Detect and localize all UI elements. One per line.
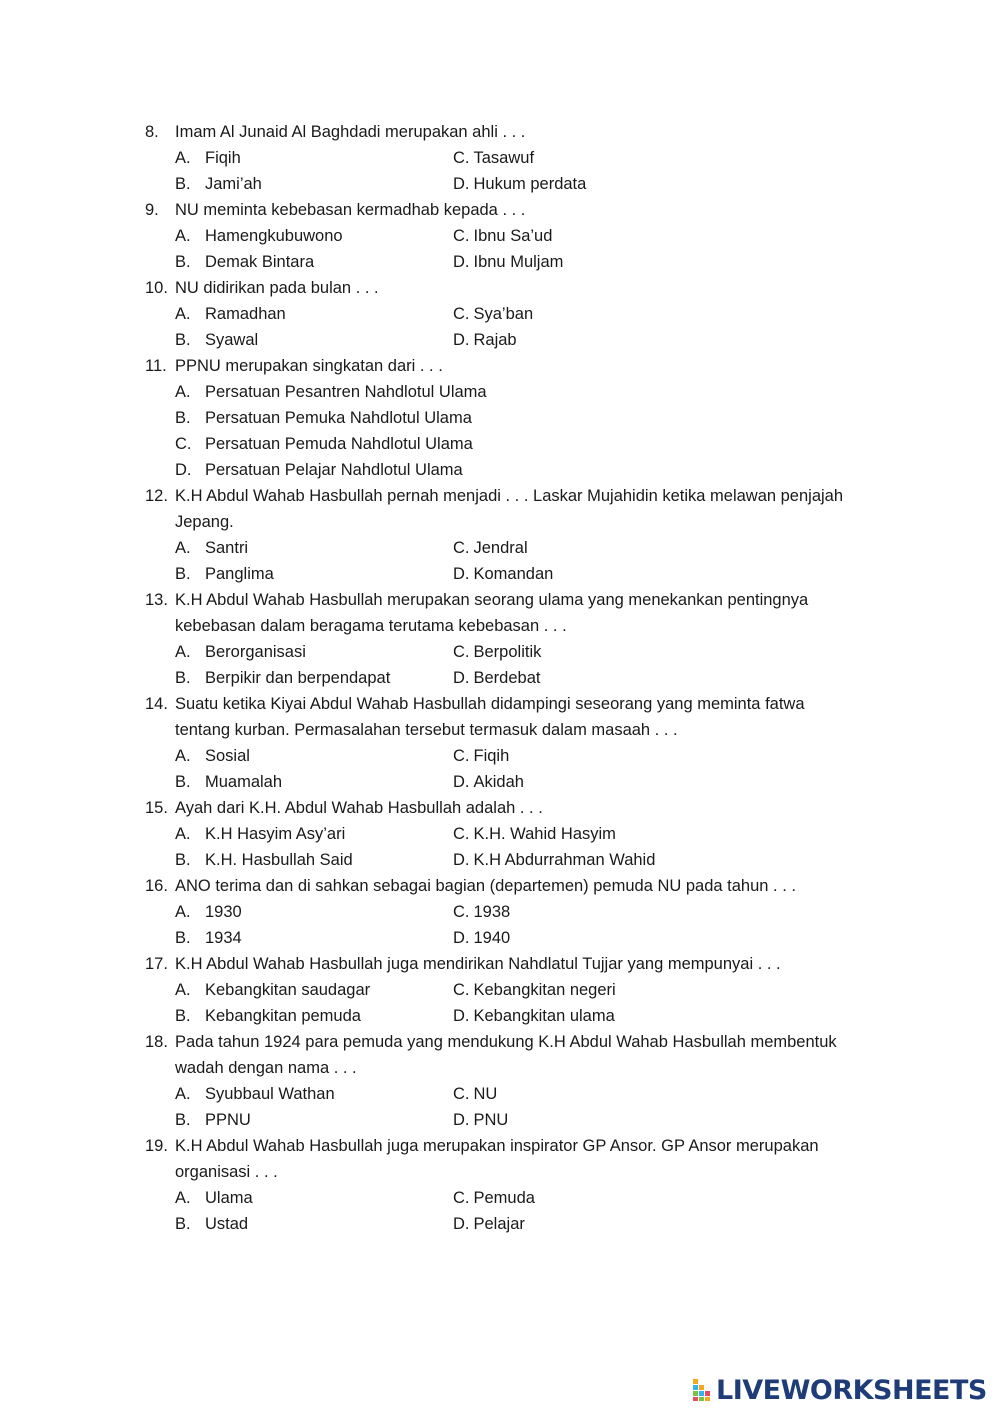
question-text-row	[145, 873, 860, 899]
option-letter: B.	[175, 1215, 191, 1233]
option-letter: A.	[175, 1189, 191, 1207]
question-number: 10.	[145, 279, 168, 297]
option-text: Akidah	[473, 773, 524, 791]
answer-option[interactable]	[453, 171, 860, 197]
option-text: Santri	[205, 539, 249, 557]
logo-text: LIVEWORKSHEETS	[716, 1374, 987, 1406]
answer-option[interactable]	[145, 821, 453, 847]
option-text: PNU	[473, 1111, 509, 1129]
answer-option[interactable]	[453, 1081, 860, 1107]
option-text: 1940	[473, 929, 511, 947]
option-letter: D.	[453, 669, 470, 687]
question-text: Suatu ketika Kiyai Abdul Wahab Hasbullah didampingi seseorang yang meminta fatwa tentang kurban. Permasalahan tersebut termasuk dalam masaah . . .	[175, 695, 805, 739]
option-text: Muamalah	[205, 773, 283, 791]
option-letter: D.	[453, 1215, 470, 1233]
options-row	[145, 301, 860, 327]
question-text-row	[145, 483, 860, 535]
options-row	[145, 561, 860, 587]
option-letter: A.	[175, 747, 191, 765]
options-row	[145, 171, 860, 197]
answer-option[interactable]	[145, 977, 453, 1003]
option-letter: B.	[175, 331, 191, 349]
question-text: ANO terima dan di sahkan sebagai bagian (departemen) pemuda NU pada tahun . . .	[175, 877, 796, 895]
answer-option[interactable]	[453, 977, 860, 1003]
answer-option[interactable]	[453, 769, 860, 795]
question-text-row	[145, 587, 860, 639]
answer-option[interactable]	[453, 639, 860, 665]
question-text-row	[145, 1029, 860, 1081]
option-letter: B.	[175, 565, 191, 583]
liveworksheets-logo-icon	[693, 1379, 713, 1401]
option-text: Persatuan Pelajar Nahdlotul Ulama	[205, 461, 463, 479]
answer-option[interactable]	[145, 899, 453, 925]
option-letter: C.	[175, 435, 192, 453]
option-letter: B.	[175, 669, 191, 687]
answer-option[interactable]	[145, 743, 453, 769]
answer-option[interactable]	[145, 379, 860, 405]
option-text: Kebangkitan ulama	[473, 1007, 615, 1025]
option-text: Persatuan Pemuda Nahdlotul Ulama	[205, 435, 473, 453]
answer-option[interactable]	[145, 665, 453, 691]
answer-option[interactable]	[453, 1185, 860, 1211]
option-text: Sya’ban	[473, 305, 534, 323]
option-letter: A.	[175, 305, 191, 323]
question-text: Ayah dari K.H. Abdul Wahab Hasbullah adalah . . .	[175, 799, 543, 817]
option-text: Syawal	[205, 331, 259, 349]
option-letter: D.	[453, 773, 470, 791]
answer-option[interactable]	[145, 327, 453, 353]
options-row	[145, 1185, 860, 1211]
answer-option[interactable]	[145, 249, 453, 275]
options-row	[145, 535, 860, 561]
option-letter: C.	[453, 539, 470, 557]
question-list	[145, 119, 860, 1237]
option-text: Berpikir dan berpendapat	[205, 669, 391, 687]
answer-option[interactable]	[145, 769, 453, 795]
option-text: Persatuan Pesantren Nahdlotul Ulama	[205, 383, 487, 401]
answer-option[interactable]	[453, 925, 860, 951]
option-text: Berpolitik	[473, 643, 542, 661]
worksheet	[145, 119, 860, 1237]
option-text: Kebangkitan saudagar	[205, 981, 371, 999]
answer-option[interactable]	[453, 561, 860, 587]
options-row	[145, 821, 860, 847]
option-letter: D.	[453, 929, 470, 947]
options-row	[145, 899, 860, 925]
options-row	[145, 1081, 860, 1107]
options-row	[145, 1107, 860, 1133]
liveworksheets-logo[interactable]	[693, 1373, 987, 1407]
question-number: 13.	[145, 591, 168, 609]
options-row	[145, 639, 860, 665]
question-text: Imam Al Junaid Al Baghdadi merupakan ahli . . .	[175, 123, 526, 141]
answer-option[interactable]	[453, 1003, 860, 1029]
option-letter: A.	[175, 1085, 191, 1103]
options-row	[145, 925, 860, 951]
question-item	[145, 873, 860, 951]
answer-option[interactable]	[453, 899, 860, 925]
option-letter: D.	[453, 1111, 470, 1129]
option-letter: C.	[453, 149, 470, 167]
question-text: NU meminta kebebasan kermadhab kepada . . .	[175, 201, 526, 219]
option-letter: C.	[453, 981, 470, 999]
options-row	[145, 977, 860, 1003]
option-letter: C.	[453, 1085, 470, 1103]
answer-option[interactable]	[453, 665, 860, 691]
option-text: Fiqih	[205, 149, 241, 167]
option-letter: B.	[175, 1007, 191, 1025]
option-text: Kebangkitan negeri	[473, 981, 616, 999]
option-letter: B.	[175, 929, 191, 947]
option-text: Syubbaul Wathan	[205, 1085, 335, 1103]
option-letter: A.	[175, 383, 191, 401]
option-letter: D.	[453, 331, 470, 349]
question-item	[145, 587, 860, 691]
option-letter: B.	[175, 1111, 191, 1129]
answer-option[interactable]	[145, 223, 453, 249]
answer-option[interactable]	[145, 405, 860, 431]
option-text: Berdebat	[473, 669, 541, 687]
question-text: K.H Abdul Wahab Hasbullah juga merupakan inspirator GP Ansor. GP Ansor merupakan organisasi . . .	[175, 1137, 819, 1181]
question-number: 19.	[145, 1137, 168, 1155]
answer-option[interactable]	[145, 1107, 453, 1133]
option-text: Rajab	[473, 331, 517, 349]
option-text: Ibnu Sa’ud	[473, 227, 553, 245]
question-item	[145, 353, 860, 483]
option-text: K.H Abdurrahman Wahid	[473, 851, 656, 869]
option-text: Berorganisasi	[205, 643, 306, 661]
answer-option[interactable]	[145, 847, 453, 873]
options-row	[145, 665, 860, 691]
answer-option[interactable]	[145, 1185, 453, 1211]
option-letter: A.	[175, 903, 191, 921]
option-text: Kebangkitan pemuda	[205, 1007, 361, 1025]
question-number: 18.	[145, 1033, 168, 1051]
option-text: Ramadhan	[205, 305, 286, 323]
question-item	[145, 951, 860, 1029]
question-text-row	[145, 119, 860, 145]
option-letter: A.	[175, 981, 191, 999]
options-row	[145, 743, 860, 769]
question-text-row	[145, 197, 860, 223]
option-text: 1934	[205, 929, 242, 947]
option-letter: C.	[453, 903, 470, 921]
option-text: Jendral	[473, 539, 528, 557]
option-letter: B.	[175, 851, 191, 869]
options-row	[145, 223, 860, 249]
question-item	[145, 197, 860, 275]
options-row	[145, 847, 860, 873]
options-row	[145, 1003, 860, 1029]
option-text: Komandan	[473, 565, 554, 583]
answer-option[interactable]	[145, 925, 453, 951]
answer-option[interactable]	[453, 249, 860, 275]
option-letter: C.	[453, 643, 470, 661]
option-letter: A.	[175, 825, 191, 843]
option-text: Ustad	[205, 1215, 249, 1233]
question-number: 9.	[145, 201, 159, 219]
answer-option[interactable]	[453, 847, 860, 873]
option-letter: C.	[453, 227, 470, 245]
answer-option[interactable]	[453, 1211, 860, 1237]
options-row	[145, 327, 860, 353]
answer-option[interactable]	[145, 639, 453, 665]
option-text: Hukum perdata	[473, 175, 587, 193]
question-text-row	[145, 691, 860, 743]
option-text: Sosial	[205, 747, 250, 765]
option-letter: D.	[453, 175, 470, 193]
option-text: Persatuan Pemuka Nahdlotul Ulama	[205, 409, 472, 427]
answer-option[interactable]	[453, 535, 860, 561]
question-item	[145, 795, 860, 873]
answer-option[interactable]	[145, 1003, 453, 1029]
answer-option[interactable]	[145, 535, 453, 561]
option-letter: D.	[175, 461, 192, 479]
question-text: K.H Abdul Wahab Hasbullah merupakan seorang ulama yang menekankan pentingnya kebebasan dalam beragama terutama kebebasan . . .	[175, 591, 809, 635]
option-text: NU	[473, 1085, 498, 1103]
answer-option[interactable]	[145, 1211, 453, 1237]
option-text: Tasawuf	[473, 149, 535, 167]
question-number: 15.	[145, 799, 168, 817]
option-text: Demak Bintara	[205, 253, 315, 271]
answer-option[interactable]	[145, 431, 860, 457]
question-number: 16.	[145, 877, 168, 895]
question-text-row	[145, 353, 860, 379]
options-row	[145, 769, 860, 795]
question-text-row	[145, 1133, 860, 1185]
question-text: K.H Abdul Wahab Hasbullah juga mendirikan Nahdlatul Tujjar yang mempunyai . . .	[175, 955, 781, 973]
question-number: 17.	[145, 955, 168, 973]
question-item	[145, 1133, 860, 1237]
answer-option[interactable]	[453, 301, 860, 327]
option-letter: A.	[175, 227, 191, 245]
answer-option[interactable]	[453, 223, 860, 249]
option-letter: B.	[175, 175, 191, 193]
question-text-row	[145, 795, 860, 821]
option-text: K.H Hasyim Asy’ari	[205, 825, 346, 843]
option-text: 1930	[205, 903, 242, 921]
option-text: Ibnu Muljam	[473, 253, 564, 271]
question-item	[145, 1029, 860, 1133]
option-letter: A.	[175, 539, 191, 557]
option-letter: C.	[453, 747, 470, 765]
question-number: 11.	[145, 357, 167, 375]
answer-option[interactable]	[145, 1081, 453, 1107]
answer-option[interactable]	[453, 1107, 860, 1133]
option-letter: A.	[175, 149, 191, 167]
answer-option[interactable]	[145, 301, 453, 327]
answer-option[interactable]	[145, 171, 453, 197]
question-number: 12.	[145, 487, 168, 505]
option-letter: B.	[175, 253, 191, 271]
option-letter: C.	[453, 825, 470, 843]
option-letter: C.	[453, 305, 470, 323]
answer-option[interactable]	[145, 457, 860, 483]
question-item	[145, 275, 860, 353]
question-number: 14.	[145, 695, 168, 713]
answer-option[interactable]	[453, 327, 860, 353]
option-text: Panglima	[205, 565, 274, 583]
option-letter: D.	[453, 253, 470, 271]
option-letter: C.	[453, 1189, 470, 1207]
option-text: Fiqih	[473, 747, 510, 765]
question-item	[145, 691, 860, 795]
option-text: PPNU	[205, 1111, 251, 1129]
answer-option[interactable]	[453, 743, 860, 769]
question-item	[145, 483, 860, 587]
option-text: Pelajar	[473, 1215, 525, 1233]
option-letter: D.	[453, 1007, 470, 1025]
question-item	[145, 119, 860, 197]
options-row	[145, 1211, 860, 1237]
option-text: Pemuda	[473, 1189, 535, 1207]
option-letter: B.	[175, 409, 191, 427]
option-text: K.H. Wahid Hasyim	[473, 825, 616, 843]
question-text: K.H Abdul Wahab Hasbullah pernah menjadi . . . Laskar Mujahidin ketika melawan penjajah Jepang.	[175, 487, 844, 531]
options-row	[145, 249, 860, 275]
option-letter: A.	[175, 643, 191, 661]
question-number: 8.	[145, 123, 159, 141]
question-text: Pada tahun 1924 para pemuda yang mendukung K.H Abdul Wahab Hasbullah membentuk wadah dengan nama . . .	[175, 1033, 837, 1077]
answer-option[interactable]	[145, 561, 453, 587]
option-text: 1938	[473, 903, 511, 921]
question-text-row	[145, 275, 860, 301]
question-text: NU didirikan pada bulan . . .	[175, 279, 379, 297]
options-row	[145, 145, 860, 171]
option-text: Hamengkubuwono	[205, 227, 343, 245]
question-text: PPNU merupakan singkatan dari . . .	[175, 357, 443, 375]
option-letter: D.	[453, 565, 470, 583]
option-text: Ulama	[205, 1189, 253, 1207]
question-text-row	[145, 951, 860, 977]
answer-option[interactable]	[453, 145, 860, 171]
option-letter: B.	[175, 773, 191, 791]
answer-option[interactable]	[145, 145, 453, 171]
option-text: K.H. Hasbullah Said	[205, 851, 353, 869]
option-text: Jami’ah	[205, 175, 262, 193]
option-letter: D.	[453, 851, 470, 869]
answer-option[interactable]	[453, 821, 860, 847]
